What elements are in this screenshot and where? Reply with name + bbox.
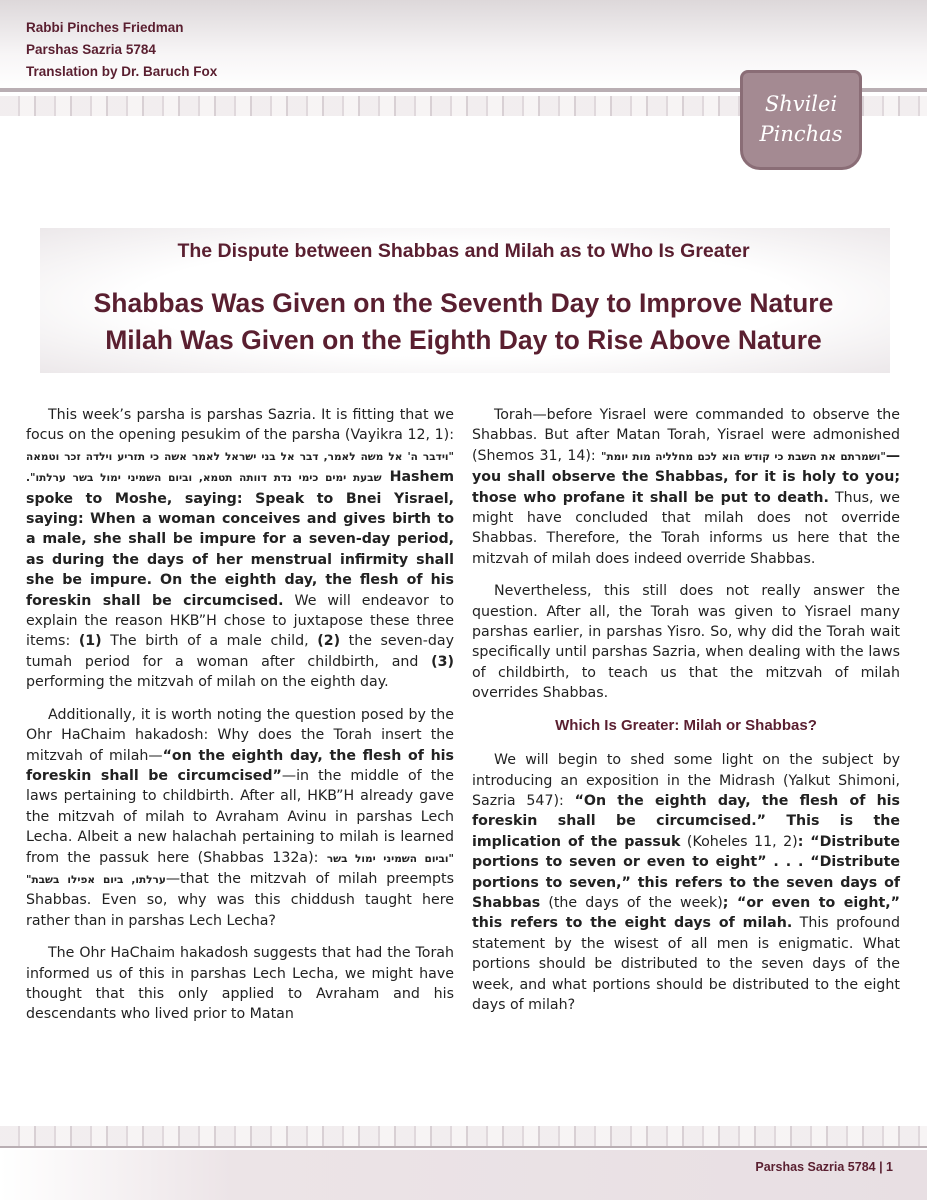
footer-band: [0, 1150, 927, 1200]
left-column: [26, 405, 454, 1037]
shvilei-pinchas-logo: Shvilei Pinchas: [740, 70, 862, 170]
text-run: Thus, we might have concluded that milah does not override Shabbas. Therefore, the Torah informs us here that the mitzvah of milah does indeed override Shabbas.: [472, 489, 900, 567]
bold-text: —you shall observe the Shabbas, for it is holy to you; those who profane it shall be put to death.: [472, 447, 900, 506]
headline-line-1: Shabbas Was Given on the Seventh Day to Improve Nature: [93, 288, 834, 318]
text-run: —that the mitzvah of milah preempts Shabbas. Even so, why was this chiddush taught here rather than in parshas Lech Lecha?: [26, 870, 455, 929]
translator: Translation by Dr. Baruch Fox: [26, 64, 218, 79]
text-run: Additionally, it is worth noting the question posed by the Ohr HaChaim hakadosh: Why does the Torah insert the mitzvah of milah—: [26, 706, 454, 764]
subheading: Which Is Greater: Milah or Shabbas?: [555, 716, 817, 734]
article-meta: [26, 17, 217, 83]
right-column: [472, 405, 900, 1027]
bold-text: (1): [78, 633, 102, 650]
paragraph: [26, 943, 454, 1025]
author: Rabbi Pinches Friedman: [26, 20, 184, 35]
headline-line-2: Milah Was Given on the Eighth Day to Rise Above Nature: [105, 325, 822, 355]
text-run: This week’s parsha is parshas Sazria. It is fitting that we focus on the opening pesukim of the parsha (Vayikra 12, 1):: [26, 407, 454, 444]
paragraph: [472, 405, 900, 569]
bold-text: (3): [431, 653, 454, 670]
page-footer: Parshas Sazria 5784 | 1: [755, 1160, 893, 1174]
paragraph: [472, 750, 900, 1015]
bold-text: : “Distribute portions to seven or even to eight” . . . “Distribute portions to seven,” this refers to the seven days of Shabbas: [472, 833, 901, 911]
bold-text: (2): [317, 633, 341, 650]
bold-text: “on the eighth day, the flesh of his foreskin shall be circumcised”: [26, 747, 454, 784]
bold-text: ; “or even to eight,” this refers to the eight days of milah.: [472, 894, 901, 932]
text-run: This profound statement by the wisest of all men is enigmatic. What portions should be distributed to the seven days of the week, and what portions should be distributed to the eight days of milah?: [472, 915, 900, 1013]
hebrew-quote: "ושמרתם את השבת כי קודש הוא לכם מחלליה מות יומת": [601, 450, 886, 463]
text-run: The Ohr HaChaim hakadosh suggests that had the Torah informed us of this in parshas Lech Lecha, we might have thought that this only applied to Avraham and his descendants who lived prior to Matan: [26, 945, 454, 1023]
footer-rule: [0, 1146, 927, 1148]
hebrew-quote: "וביום השמיני ימול בשר ערלתו, ביום אפילו בשבת": [26, 852, 455, 886]
footer-ornament: [0, 1126, 927, 1146]
text-run: the seven-day tumah period for a woman after childbirth, and: [26, 633, 454, 670]
headline: [0, 285, 927, 359]
text-run: (Koheles 11, 2): [680, 833, 798, 850]
kicker-title: The Dispute between Shabbas and Milah as to Who Is Greater: [177, 240, 750, 262]
text-run: The birth of a male child,: [101, 633, 318, 650]
text-run: We will endeavor to explain the reason HKB”H chose to juxtapose these three items:: [26, 592, 454, 650]
text-run: performing the mitzvah of milah on the eighth day.: [26, 674, 389, 691]
text-run: We will begin to shed some light on the subject by introducing an exposition in the Midrash (Yalkut Shimoni, Sazria 547):: [472, 752, 900, 809]
hebrew-quote: "וידבר ה' אל משה לאמר, דבר אל בני ישראל לאמר אשה כי תזריע וילדה זכר וטמאה שבעת ימים כימי נדת דוותה תטמא, וביום השמיני ימול בשר ערלתו".: [26, 450, 454, 485]
text-run: Nevertheless, this still does not really answer the question. After all, the Torah was given to Yisrael many parshas earlier, in parshas Yisro. So, why did the Torah wait specifically until parshas Sazria, when dealing with the laws of childbirth, to teach us that the mitzvah of milah overrides Shabbas.: [472, 583, 900, 702]
bold-text: “On the eighth day, the flesh of his foreskin shall be circumcised.” This is the implication of the passuk: [472, 792, 900, 850]
text-run: (the days of the week): [540, 894, 723, 911]
paragraph: [472, 581, 900, 703]
paragraph: [26, 705, 454, 931]
text-run: Torah—before Yisrael were commanded to observe the Shabbas. But after Matan Torah, Yisrael were admonished (Shemos 31, 14):: [472, 407, 900, 464]
parsha-label: Parshas Sazria 5784: [26, 42, 156, 57]
bold-text: Hashem spoke to Moshe, saying: Speak to Bnei Yisrael, saying: When a woman conceives and gives birth to a male, she shall be impure for a seven-day period, as during the days of her menstrual infirmity shall she be impure. On the eighth day, the flesh of his foreskin shall be circumcised.: [26, 469, 454, 609]
paragraph: [26, 405, 454, 693]
text-run: —in the middle of the laws pertaining to childbirth. After all, HKB”H already gave the mitzvah of milah to Avraham Avinu in parshas Lech Lecha. Albeit a new halachah pertaining to milah is learned from the passuk here (Shabbas 132a):: [26, 767, 454, 866]
